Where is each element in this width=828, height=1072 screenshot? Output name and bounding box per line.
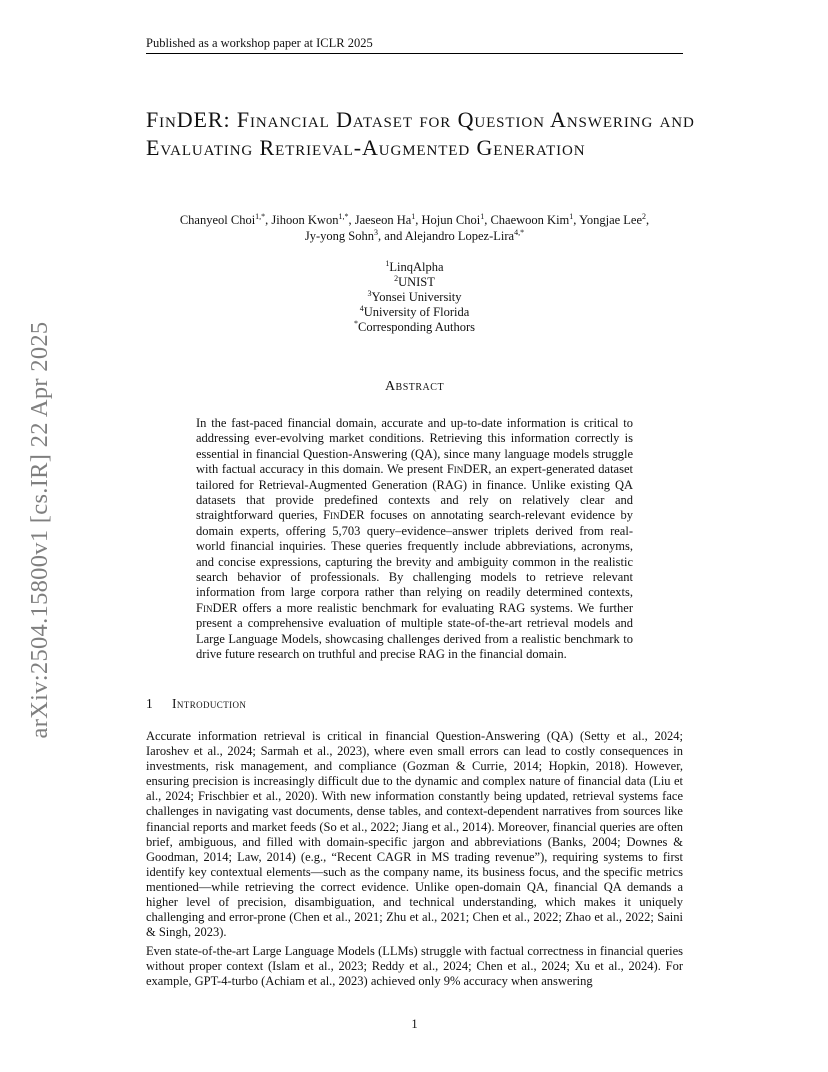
- author-affil-mark: 4,*: [514, 228, 525, 237]
- affiliation-mark: 1: [385, 259, 390, 268]
- author-affil-mark: 1: [480, 212, 485, 221]
- abstract-heading: Abstract: [384, 379, 445, 394]
- section-number: 1: [146, 696, 153, 711]
- paper-title: FinDER: Financial Dataset for Question Answering and Evaluating Retrieval-Augmented Generation: [146, 107, 695, 160]
- author-name: Yongjae Lee: [579, 213, 643, 227]
- affiliation: [146, 290, 683, 305]
- author-line-2: Jy-yong Sohn$^3$, and Alejandro Lopez-Lira$^{4,*}$: [304, 228, 525, 243]
- affiliation-name: University of Florida: [363, 305, 470, 319]
- dataset-name: FinDER: [446, 462, 489, 477]
- header-rule: [146, 53, 683, 54]
- affiliation: [146, 320, 683, 335]
- page-number: 1: [411, 1017, 418, 1031]
- affiliation-name: Yonsei University: [371, 290, 462, 304]
- abstract-text: focuses on annotating search-relevant evidence by domain experts, offering 5,703 query–evidence–answer triplets derived from real-world financial inquiries. These queries frequently include abbreviations, acronyms, and concise expressions, capturing the brevity and ambiguity common in the realistic search behavior of professionals. By challenging models to retrieve relevant information from large corpora rather than relying on readily determined contexts,: [196, 508, 633, 600]
- abstract-body: [196, 416, 633, 663]
- author-name: Alejandro Lopez-Lira: [404, 229, 515, 243]
- running-header: Published as a workshop paper at ICLR 2025: [146, 36, 373, 50]
- affiliation-mark: 4: [359, 304, 364, 313]
- affiliation: [146, 260, 683, 275]
- section-heading: [146, 696, 246, 712]
- author-affil-mark: 1,*: [338, 212, 349, 221]
- author-name: Jy-yong Sohn: [304, 229, 375, 243]
- abstract-text: offers a more realistic benchmark for evaluating RAG systems. We further present a comprehensive evaluation of multiple state-of-the-art retrieval models and Large Language Models, showcasing challenges derived from a realistic benchmark to drive future research on truthful and precise RAG in the financial domain.: [196, 600, 633, 662]
- affiliation-mark: 2: [394, 274, 399, 283]
- affiliation-mark: *: [353, 319, 358, 328]
- dataset-name: FinDER: [323, 508, 365, 523]
- affiliation: [146, 305, 683, 320]
- section-title: Introduction: [172, 696, 247, 711]
- affiliation-list: [146, 260, 683, 335]
- author-name: Jaeseon Ha: [354, 213, 412, 227]
- affiliation-mark: 3: [367, 289, 372, 298]
- affiliation: [146, 275, 683, 290]
- author-list: [146, 212, 683, 244]
- author-line-1: Chanyeol Choi$^{1,*}$, Jihoon Kwon$^{1,*}$, Jaeseon Ha$^1$, Hojun Choi$^1$, Chaewoon Kim$^1$, Yongjae Lee$^2$,: [179, 212, 650, 227]
- author-affil-mark: 3: [374, 228, 379, 237]
- affiliation-name: LinqAlpha: [389, 260, 444, 274]
- author-affil-mark: 1: [569, 212, 574, 221]
- author-name: Jihoon Kwon: [271, 213, 339, 227]
- author-affil-mark: 1,*: [255, 212, 266, 221]
- abstract-text: , an expert-generated dataset tailored for Retrieval-Augmented Generation (RAG) in finance. Unlike existing QA datasets that provide predefined contexts and rely on relatively clear and straightforward queries,: [196, 462, 633, 523]
- arxiv-stamp: arXiv:2504.15800v1 [cs.IR] 22 Apr 2025: [26, 321, 53, 739]
- affiliation-name: UNIST: [398, 275, 435, 289]
- paragraph: Even state-of-the-art Large Language Models (LLMs) struggle with factual correctness in financial queries without proper context (Islam et al., 2023; Reddy et al., 2024; Chen et al., 2024; Xu et al., 2024). For example, GPT-4-turbo (Achiam et al., 2023) achieved only 9% accuracy when answering: [146, 944, 683, 989]
- author-name: Chanyeol Choi: [179, 213, 256, 227]
- author-affil-mark: 1: [411, 212, 416, 221]
- author-name: Hojun Choi: [421, 213, 481, 227]
- dataset-name: FinDER: [196, 600, 238, 615]
- abstract-text: In the fast-paced financial domain, accurate and up-to-date information is critical to addressing ever-evolving market conditions. Retrieving this information correctly is essential in financial Question-Answering (QA), since many language models struggle with factual accuracy in this domain. We present: [196, 416, 633, 477]
- author-affil-mark: 2: [642, 212, 647, 221]
- paragraph: Accurate information retrieval is critical in financial Question-Answering (QA) (Setty et al., 2024; Iaroshev et al., 2024; Sarmah et al., 2023), where even small errors can lead to costly consequences in investments, risk management, and compliance (Gozman & Currie, 2014; Hopkin, 2018). However, ensuring precision is increasingly difficult due to the dynamic and complex nature of financial data (Liu et al., 2024; Frischbier et al., 2020). With new information constantly being updated, retrieval systems face challenges in navigating vast documents, dense tables, and context-dependent narratives from sources like financial reports and market feeds (So et al., 2022; Jiang et al., 2014). Moreover, financial queries are often brief, ambiguous, and filled with domain-specific jargon and abbreviations (Banks, 2004; Downes & Goodman, 2014; Law, 2014) (e.g., “Recent CAGR in MS trading revenue”), requiring systems to first identify key contextual elements—such as the company name, its business focus, and the specific metrics mentioned—while retrieving the correct evidence. Unlike open-domain QA, financial QA demands a higher level of precision, disambiguation, and technical understanding, which makes it uniquely challenging and error-prone (Chen et al., 2021; Zhu et al., 2021; Chen et al., 2022; Zhao et al., 2022; Saini & Singh, 2023).: [146, 729, 683, 940]
- author-name: Chaewoon Kim: [490, 213, 570, 227]
- affiliation-name: Corresponding Authors: [357, 320, 475, 334]
